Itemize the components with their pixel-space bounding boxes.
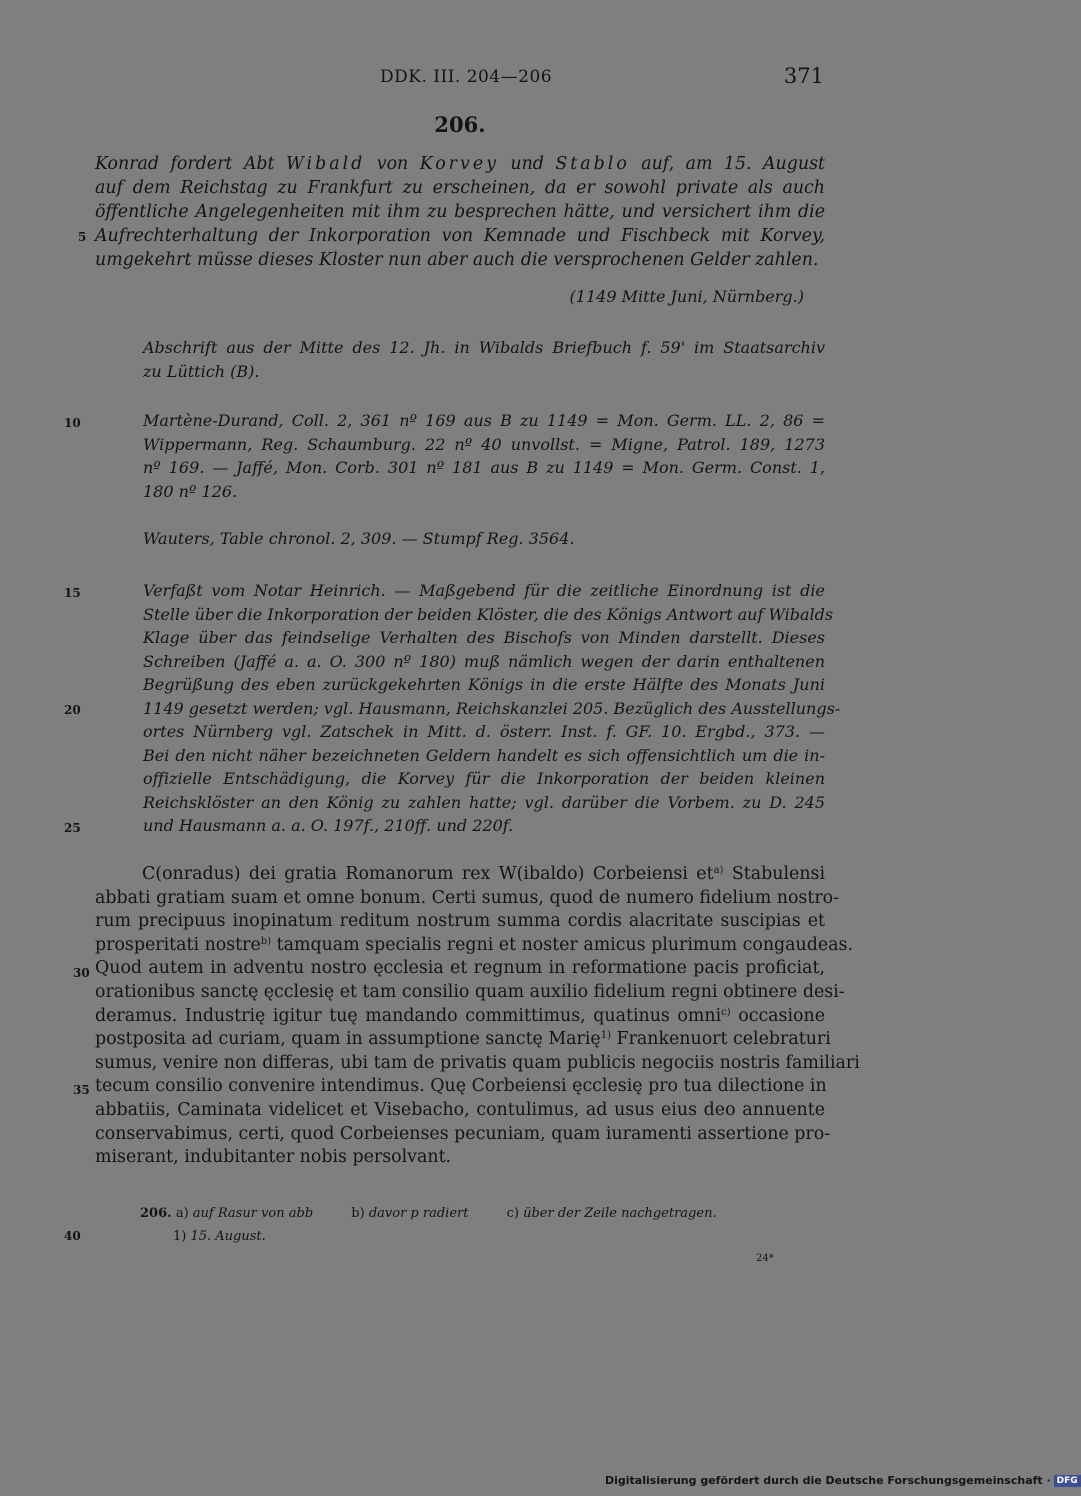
text-segment: sumus, venire non differas, ubi tam de privatis quam publicis negociis nostris familiari	[95, 1052, 860, 1073]
running-head: DDK. III. 204—206	[380, 67, 553, 87]
line-number: 40	[64, 1229, 81, 1243]
text-segment: Aufrechterhaltung der Inkorporation von Kemnade und Fischbeck mit Korvey,	[95, 226, 825, 246]
footnote-line-1	[140, 1202, 820, 1225]
document-text	[95, 863, 860, 1170]
text-line: Schreiben (Jaffé a. a. O. 300 nº 180) muß nämlich wegen der darin enthaltenen	[143, 651, 825, 671]
text-segment: auf dem Reichstag zu Frankfurt zu erscheinen, da er sowohl private als auch	[95, 178, 825, 198]
text-line: Wauters, Table chronol. 2, 309. — Stumpf Reg. 3564.	[143, 529, 575, 548]
text-segment: von	[365, 154, 420, 174]
line-number: 15	[64, 586, 81, 600]
text-segment: abbatiis, Caminata videlicet et Visebacho, contulimus, ad usus eius deo annuente	[95, 1099, 825, 1120]
text-line	[95, 957, 825, 981]
footnote-b-mark: b)	[351, 1206, 365, 1221]
text-segment: Konrad fordert Abt	[95, 154, 286, 174]
line-number: 35	[73, 1083, 90, 1097]
editions-note	[143, 409, 825, 503]
text-segment: rum precipuus inopinatum reditum nostrum summa cordis alacritate suscipias et	[95, 911, 825, 932]
footnote-a-text: auf Rasur von abb	[192, 1206, 314, 1221]
text-line	[95, 1052, 860, 1076]
line-number: 30	[73, 966, 90, 980]
text-line	[95, 152, 825, 176]
dfg-credit	[605, 1474, 1081, 1487]
footnote-mark: a)	[713, 865, 724, 876]
footnote-1-mark: 1)	[173, 1229, 187, 1244]
text-segment: C(onradus) dei gratia Romanorum rex W(ibaldo) Corbeiensi et	[142, 864, 714, 884]
text-line	[95, 910, 825, 934]
text-line	[95, 176, 825, 200]
footnote-line-2	[140, 1225, 820, 1248]
text-line	[95, 1099, 825, 1123]
spaced-name: Korvey	[419, 154, 499, 174]
text-segment: Frankenuort celebraturi	[611, 1029, 831, 1050]
text-segment: Quod autem in adventu nostro ęcclesia et regnum in reformatione pacis proficiat,	[95, 958, 825, 979]
text-line: und Hausmann a. a. O. 197f., 210ff. und 220f.	[143, 816, 514, 835]
footnote-mark: 1)	[600, 1030, 611, 1042]
dating: (1149 Mitte Juni, Nürnberg.)	[569, 287, 804, 306]
text-line: ortes Nürnberg vgl. Zatschek in Mitt. d. österr. Inst. f. GF. 10. Ergbd., 373. —	[143, 722, 825, 741]
dfg-credit-text: Digitalisierung gefördert durch die Deutsche Forschungsgemeinschaft ·	[605, 1474, 1051, 1487]
text-line	[95, 1028, 831, 1052]
text-line	[95, 934, 853, 958]
footnote-b-text: davor p radiert	[368, 1206, 469, 1221]
text-segment: orationibus sanctę ęcclesię et tam consilio quam auxilio fidelium regni obtinere desi-	[95, 981, 845, 1002]
document-number: 206.	[434, 112, 486, 137]
text-line: 1149 gesetzt werden; vgl. Hausmann, Reichskanzlei 205. Bezüglich des Ausstellungs-	[143, 698, 841, 718]
text-segment: prosperitati nostre	[95, 934, 261, 955]
regest	[95, 152, 825, 272]
line-number: 10	[64, 416, 81, 430]
text-line: nº 169. — Jaffé, Mon. Corb. 301 nº 181 aus B zu 1149 = Mon. Germ. Const. 1,	[143, 458, 825, 477]
page-number: 371	[783, 64, 824, 88]
text-segment: öffentliche Angelegenheiten mit ihm zu besprechen hätte, und versichert ihm die	[95, 202, 825, 222]
footnotes	[140, 1202, 820, 1248]
text-line: Verfaßt vom Notar Heinrich. — Maßgebend für die zeitliche Einordnung ist die	[143, 581, 825, 600]
text-segment: tamquam specialis regni et noster amicus plurimum congaudeas.	[271, 934, 853, 955]
text-line	[95, 1146, 825, 1170]
line-number: 5	[78, 230, 87, 244]
text-segment: conservabimus, certi, quod Corbeienses pecuniam, quam iuramenti assertione pro-	[95, 1123, 831, 1144]
line-number: 20	[64, 703, 81, 717]
text-line	[95, 1005, 825, 1029]
footnote-mark: b)	[260, 935, 272, 947]
spaced-name: Stablo	[555, 154, 630, 174]
text-line: Begrüßung des eben zurückgekehrten Königs in die erste Hälfte des Monats Juni	[143, 675, 825, 694]
text-segment: abbati gratiam suam et omne bonum. Certi sumus, quod de numero fidelium nostro-	[95, 887, 839, 908]
text-segment: Stabulensi	[723, 864, 826, 884]
text-line: Bei den nicht näher bezeichneten Geldern handelt es sich offensichtlich um die in-	[143, 745, 825, 765]
text-segment: umgekehrt müsse dieses Kloster nun aber auch die versprochenen Gelder zahlen.	[95, 250, 819, 270]
text-line	[95, 200, 825, 224]
text-line: 180 nº 126.	[143, 481, 238, 501]
text-line	[95, 863, 825, 887]
text-line	[95, 224, 825, 248]
transmission-note	[143, 336, 825, 383]
footnote-1-text: 15. August.	[190, 1229, 266, 1244]
text-segment: auf, am 15. August	[629, 154, 826, 174]
text-line	[95, 981, 845, 1005]
text-line: Reichsklöster an den König zu zahlen hatte; vgl. darüber die Vorbem. zu D. 245	[143, 792, 825, 812]
footnote-doc-number: 206.	[140, 1206, 172, 1221]
text-line	[95, 248, 825, 272]
text-line: offizielle Entschädigung, die Korvey für die Inkorporation der beiden kleinen	[143, 769, 825, 788]
text-segment: deramus. Industrię igitur tuę mandando committimus, quatinus omni	[95, 1005, 722, 1026]
text-line	[95, 1075, 825, 1099]
text-line: zu Lüttich (B).	[143, 361, 260, 381]
spaced-name: Wibald	[285, 154, 366, 174]
text-line: Martène-Durand, Coll. 2, 361 nº 169 aus B zu 1149 = Mon. Germ. LL. 2, 86 =	[143, 411, 825, 430]
regesta-note	[143, 527, 825, 551]
text-segment: postposita ad curiam, quam in assumptione sanctę Marię	[95, 1029, 601, 1050]
signature-mark: 24*	[756, 1253, 774, 1264]
text-line: Stelle über die Inkorporation der beiden Klöster, die des Königs Antwort auf Wibalds	[143, 604, 834, 624]
text-segment: und	[498, 154, 556, 174]
footnote-a-mark: a)	[175, 1206, 189, 1221]
dfg-logo: DFG	[1054, 1475, 1081, 1487]
text-segment: occasione	[730, 1005, 826, 1026]
footnote-c-text: über der Zeile nachgetragen.	[523, 1206, 717, 1221]
text-line	[95, 887, 839, 911]
line-number: 25	[64, 821, 81, 835]
text-line	[95, 1123, 831, 1147]
footnote-c-mark: c)	[506, 1206, 519, 1221]
text-line: Klage über das feindselige Verhalten des Bischofs von Minden darstellt. Dieses	[143, 628, 825, 647]
text-line: Abschrift aus der Mitte des 12. Jh. in Wibalds Briefbuch f. 59' im Staatsarchiv	[143, 338, 825, 357]
text-segment: tecum consilio convenire intendimus. Quę Corbeiensi ęcclesię pro tua dilectione in	[95, 1076, 827, 1097]
text-segment: miserant, indubitanter nobis persolvant.	[95, 1147, 452, 1168]
text-line: Wippermann, Reg. Schaumburg. 22 nº 40 unvollst. = Migne, Patrol. 189, 1273	[143, 434, 825, 454]
footnote-mark: c)	[721, 1006, 731, 1018]
commentary-note	[143, 579, 841, 838]
